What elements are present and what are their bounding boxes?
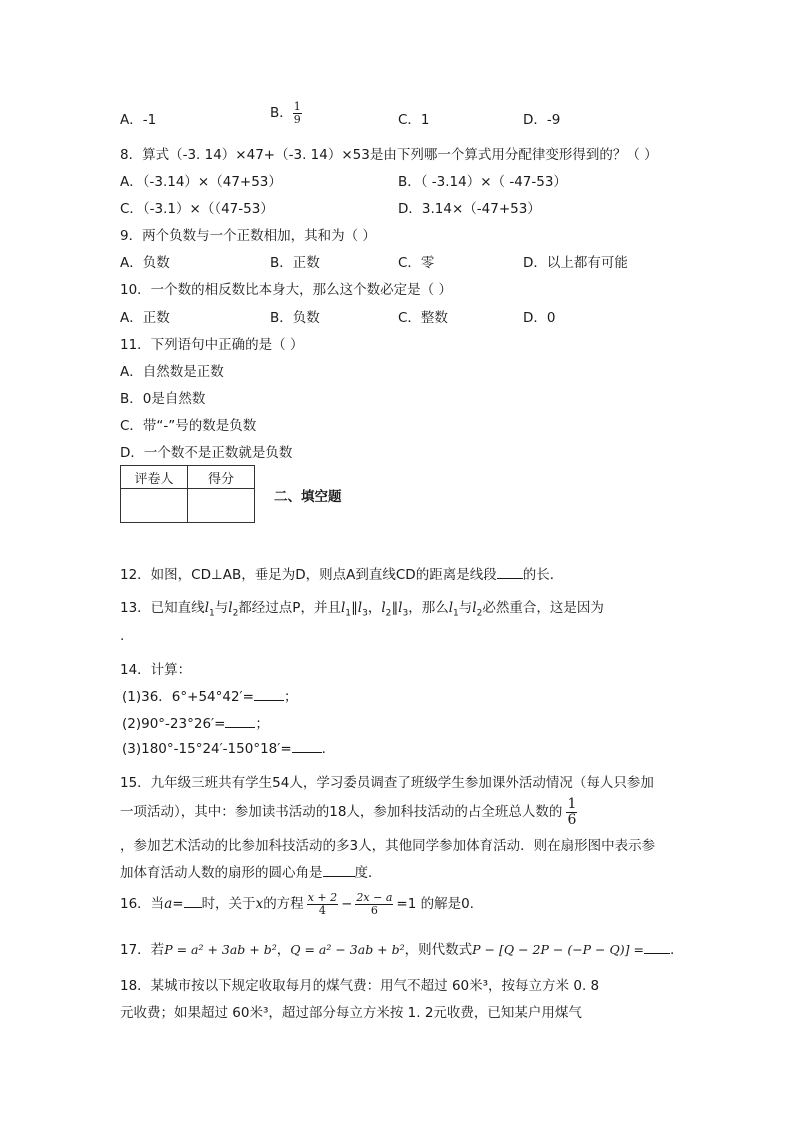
q10-stem: 10．一个数的相反数比本身大，那么这个数必定是（ ）	[120, 282, 452, 298]
q15-line-4-text: 加体育活动人数的扇形的圆心角是	[120, 865, 323, 881]
q9-option-c: C．零	[398, 255, 435, 271]
q13-symbol-l: l	[340, 600, 346, 616]
q16-answer-blank	[184, 894, 202, 908]
q16-fraction-1	[307, 892, 338, 916]
q15-line-4-tail: 度．	[354, 865, 382, 881]
q13-sub: 1	[453, 608, 459, 619]
section-title: 二、填空题	[274, 489, 342, 505]
q12-answer-blank	[497, 565, 523, 579]
fraction-numerator: 1	[567, 796, 577, 812]
score-table-grader-cell	[121, 489, 188, 523]
q15-answer-blank	[323, 863, 355, 877]
fraction-denominator: 6	[567, 811, 577, 828]
q13-sub: 1	[209, 608, 215, 619]
q11-option-a: A．自然数是正数	[120, 364, 224, 380]
q11-option-c: C．带“-”号的数是负数	[120, 418, 257, 434]
q17-text-2: ，则代数式	[404, 942, 473, 958]
q12	[120, 563, 563, 583]
q13-sub: 1	[345, 608, 352, 619]
q7-option-b	[270, 101, 302, 125]
q16-text-2: 时，关于	[201, 896, 256, 913]
q9-option-b: B．正数	[270, 255, 320, 271]
q13-symbol-l: l	[357, 600, 363, 616]
q15-line-3: ，参加艺术活动的比参加科技活动的多3人，其他同学参加体育活动．则在扇形图中表示参	[120, 838, 656, 854]
q17-p-definition: P = a² + 3ab + b²	[164, 942, 277, 957]
q16-var-x: x	[255, 896, 264, 913]
fraction-denominator: 4	[318, 903, 326, 917]
q17-comma: ，	[276, 942, 291, 958]
q17-q-definition: Q = a² − 3ab + b²	[290, 942, 405, 957]
q15-line-1: 15．九年级三班共有学生54人，学习委员调查了班级学生参加课外活动情况（每人只参加	[120, 775, 654, 791]
q18-line-2: 元收费；如果超过 60米³，超过部分每立方米按 1. 2元收费，已知某户用煤气	[120, 1005, 582, 1021]
fraction-numerator: 2x − a	[356, 891, 393, 904]
q16-fraction-2	[355, 892, 393, 916]
q12-tail: 的长．	[522, 567, 564, 583]
fraction-denominator: 9	[293, 112, 301, 126]
q13-parallel: ∥	[391, 600, 399, 616]
q10-option-a: A．正数	[120, 310, 170, 326]
q10-option-d: D．0	[523, 310, 556, 326]
q16-minus: −	[341, 896, 353, 913]
q13-symbol-l: l	[381, 600, 386, 616]
q7-option-d: D．-9	[523, 112, 561, 128]
q13	[120, 596, 604, 619]
q13-symbol-l: l	[228, 600, 233, 616]
q13-text-4: ，	[367, 600, 382, 616]
q14-item-2-end: ；	[255, 716, 269, 732]
q11-option-b: B．0是自然数	[120, 391, 206, 407]
q8-option-b: B．（ -3.14）×（ -47-53）	[398, 174, 567, 190]
q13-parallel: ∥	[351, 600, 358, 616]
q7-option-b-fraction	[293, 101, 302, 125]
score-table-score-cell	[188, 489, 255, 523]
score-table	[120, 465, 255, 523]
q15-line-2-text: 一项活动），其中：参加读书活动的18人，参加科技活动的占全班总人数的	[120, 804, 563, 821]
q16-text-1: 16．当	[120, 896, 165, 913]
q10-option-b: B．负数	[270, 310, 320, 326]
q14-item-3-blank	[292, 739, 322, 753]
q13-symbol-l: l	[448, 600, 454, 616]
q8-option-a: A．（-3.14）×（47+53）	[120, 174, 282, 190]
q13-sub: 2	[476, 608, 483, 619]
q17-expression: P − [Q − 2P − (−P − Q)] =	[472, 942, 644, 957]
q17-text-1: 17．若	[120, 942, 165, 958]
q12-text: 12．如图，CD⊥AB，垂足为D，则点A到直线CD的距离是线段	[120, 567, 497, 583]
q14-stem: 14．计算：	[120, 662, 192, 678]
q14-item-1-end: ；	[283, 689, 298, 705]
q14-item-1-text: (1)36．6°+54°42′=	[122, 689, 254, 705]
fraction-denominator: 6	[370, 903, 378, 917]
q9-option-a: A．负数	[120, 255, 170, 271]
q14-item-3-text: (3)180°-15°24′-150°18′=	[122, 741, 292, 757]
q13-text-5: ，那么	[408, 600, 449, 616]
q16-text-4: =1 的解是0.	[396, 896, 474, 913]
q11-stem: 11．下列语句中正确的是（ ）	[120, 337, 304, 353]
q13-symbol-l: l	[472, 600, 477, 616]
q13-sub: 3	[362, 608, 368, 619]
q15-fraction	[566, 797, 577, 827]
q13-symbol-l: l	[398, 600, 403, 616]
q13-text-7: 必然重合，这是因为	[482, 600, 604, 616]
q14-item-1	[122, 685, 297, 705]
q13-text-1: 13．已知直线	[120, 600, 205, 616]
q15-line-2	[120, 797, 577, 827]
q8-option-c: C．（-3.1）×（（47-53）	[120, 201, 274, 217]
q13-sub: 3	[402, 608, 409, 619]
q10-option-c: C．整数	[398, 310, 448, 326]
q16	[120, 892, 474, 916]
q16-equals: =	[172, 896, 184, 913]
q16-var-a: a	[164, 896, 173, 913]
q8-option-d: D．3.14×（-47+53）	[398, 201, 541, 217]
q14-item-1-blank	[254, 687, 284, 701]
q7-option-b-label: B．	[270, 105, 293, 122]
q14-item-2	[122, 712, 269, 732]
q14-item-2-text: (2)90°-23°26′=	[122, 716, 226, 732]
q14-item-3	[122, 739, 326, 757]
q7-option-c: C．1	[398, 112, 430, 128]
fraction-numerator: 1	[293, 100, 301, 113]
q13-text-6: 与	[458, 600, 473, 616]
q18-line-1: 18．某城市按以下规定收取每月的煤气费：用气不超过 60米³，按每立方米 0. 8	[120, 978, 600, 994]
q9-stem: 9．两个负数与一个正数相加，其和为（ ）	[120, 228, 376, 244]
q9-option-d: D．以上都有可能	[523, 255, 628, 271]
q7-option-a: A．-1	[120, 112, 157, 128]
q11-option-d: D．一个数不是正数就是负数	[120, 445, 293, 461]
q13-sub: 2	[232, 608, 239, 619]
q13-text-3: 都经过点P，并且	[238, 600, 341, 616]
q16-text-3: 的方程	[263, 896, 304, 913]
fraction-numerator: x + 2	[307, 891, 338, 904]
score-table-grader-header: 评卷人	[121, 466, 188, 489]
q15-line-4	[120, 861, 382, 881]
q13-period: .	[120, 628, 125, 644]
q17-answer-blank	[644, 940, 670, 954]
q8-stem: 8．算式（-3. 14）×47+（-3. 14）×53是由下列哪一个算式用分配律变形得到的？（ ）	[120, 147, 658, 163]
q14-item-2-blank	[225, 714, 255, 728]
q17-end: .	[669, 942, 675, 958]
q17	[120, 938, 674, 958]
q13-text-2: 与	[214, 600, 229, 616]
q13-sub: 2	[385, 608, 392, 619]
score-table-score-header: 得分	[188, 466, 255, 489]
q14-item-3-end: .	[321, 741, 326, 757]
q13-symbol-l: l	[204, 600, 210, 616]
